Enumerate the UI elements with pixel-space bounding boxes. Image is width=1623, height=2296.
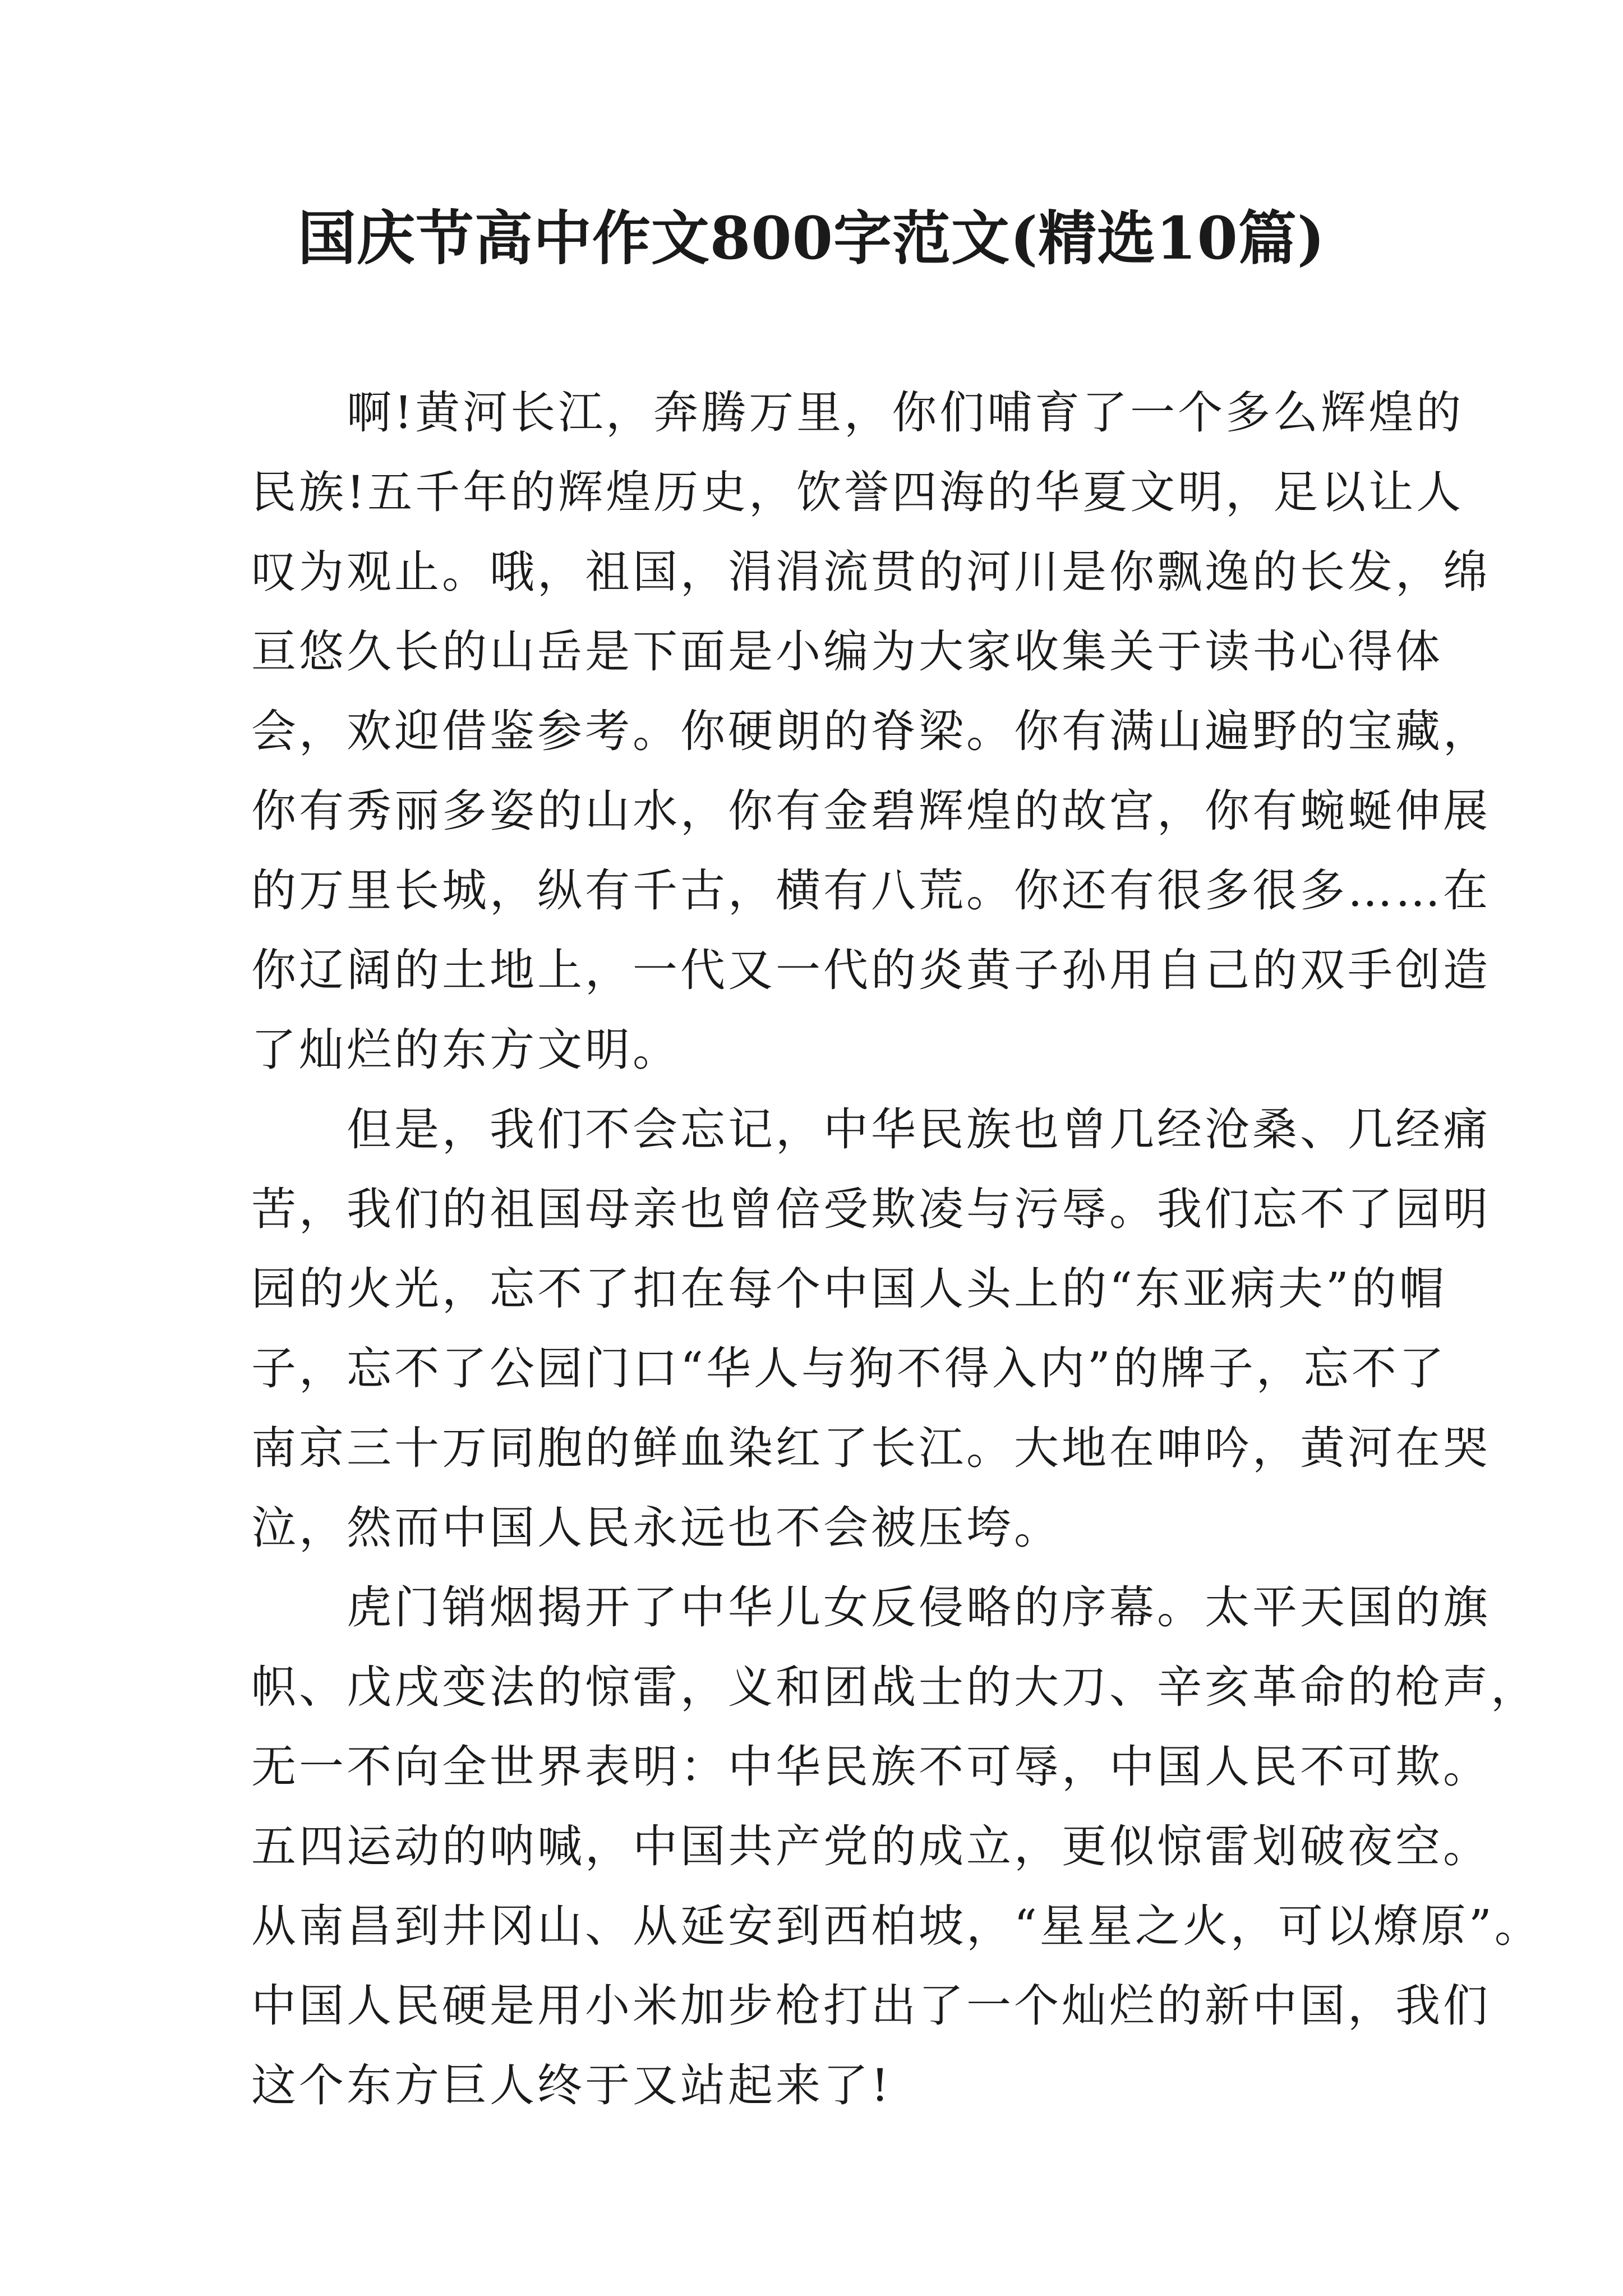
text-line: 虎门销烟揭开了中华儿女反侵略的序幕。太平天国的旗 <box>251 1581 1491 1634</box>
text-line: 你有秀丽多姿的山水，你有金碧辉煌的故宫，你有蜿蜒伸展 <box>251 785 1491 837</box>
text-line: 这个东方巨人终于又站起来了! <box>251 2059 892 2111</box>
text-line: 会，欢迎借鉴参考。你硬朗的脊梁。你有满山遍野的宝藏， <box>251 705 1491 757</box>
document-body <box>251 373 1542 2125</box>
text-line: 但是，我们不会忘记，中华民族也曾几经沧桑、几经痛 <box>251 1103 1491 1156</box>
text-line: 五四运动的呐喊，中国共产党的成立，更似惊雷划破夜空。 <box>251 1820 1491 1872</box>
paragraph-1 <box>251 373 1491 1090</box>
text-line: 亘悠久长的山岳是下面是小编为大家收集关于读书心得体 <box>251 625 1443 678</box>
text-line: 园的火光，忘不了扣在每个中国人头上的“东亚病夫”的帽 <box>251 1263 1447 1315</box>
text-line: 南京三十万同胞的鲜血染红了长江。大地在呻吟，黄河在哭 <box>251 1422 1491 1474</box>
text-line: 中国人民硬是用小米加步枪打出了一个灿烂的新中国，我们 <box>251 1980 1491 2032</box>
text-line: 子，忘不了公园门口“华人与狗不得入内”的牌子，忘不了 <box>251 1342 1447 1395</box>
text-line: 了灿烂的东方文明。 <box>251 1024 680 1076</box>
text-line: 叹为观止。哦，祖国，涓涓流贯的河川是你飘逸的长发，绵 <box>251 546 1491 598</box>
text-line: 民族!五千年的辉煌历史，饮誉四海的华夏文明，足以让人 <box>251 466 1464 518</box>
text-line: 帜、戊戌变法的惊雷，义和团战士的大刀、辛亥革命的枪声， <box>251 1661 1538 1713</box>
paragraph-3 <box>251 1568 1542 2125</box>
document-title: 国庆节高中作文800字范文(精选10篇) <box>297 204 1326 273</box>
text-line: 啊!黄河长江，奔腾万里，你们哺育了一个多么辉煌的 <box>251 386 1464 439</box>
text-line: 你辽阔的土地上，一代又一代的炎黄子孙用自己的双手创造 <box>251 944 1491 996</box>
text-line: 的万里长城，纵有千古，横有八荒。你还有很多很多……在 <box>251 864 1491 917</box>
paragraph-2 <box>251 1090 1491 1568</box>
text-line: 无一不向全世界表明：中华民族不可辱，中国人民不可欺。 <box>251 1741 1491 1793</box>
text-line: 从南昌到井冈山、从延安到西柏坡，“星星之火，可以燎原”。 <box>251 1900 1542 1952</box>
text-line: 苦，我们的祖国母亲也曾倍受欺凌与污辱。我们忘不了园明 <box>251 1183 1491 1235</box>
text-line: 泣，然而中国人民永远也不会被压垮。 <box>251 1502 1062 1554</box>
